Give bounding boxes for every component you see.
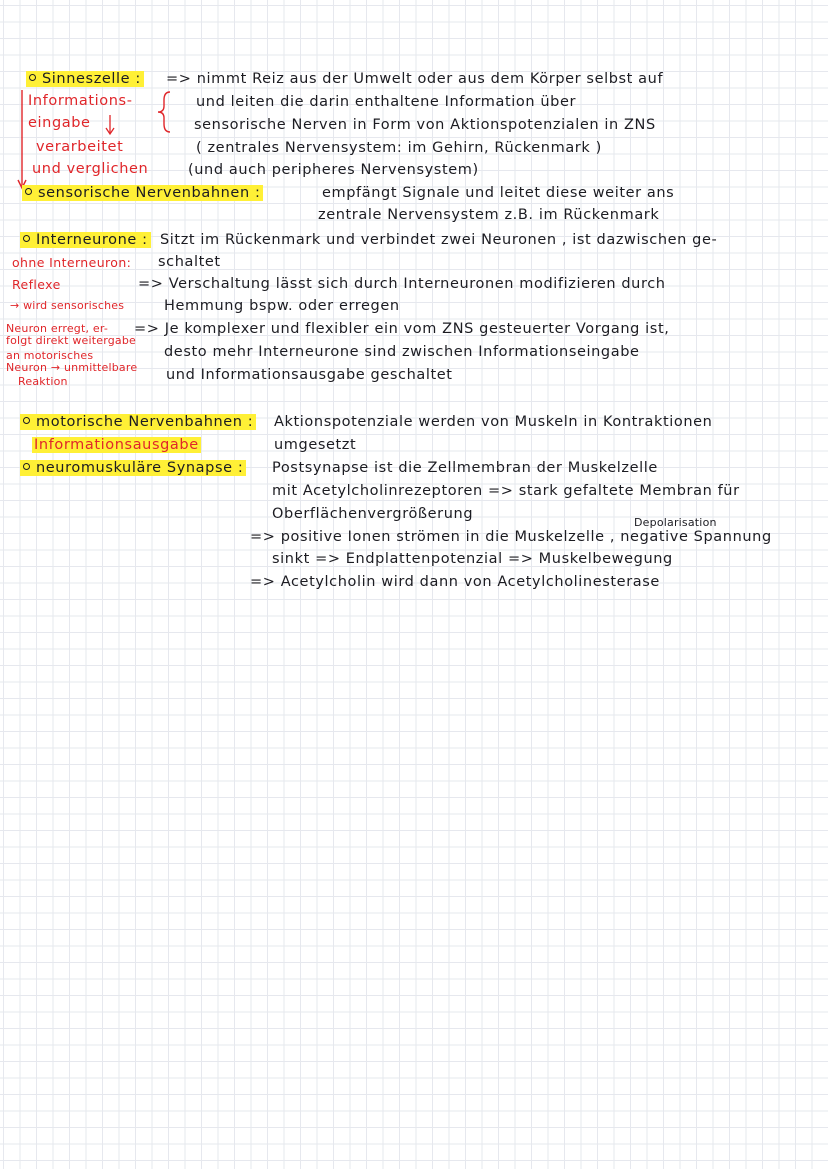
interneurone-arrow-2: Hemmung bspw. oder erregen (164, 298, 400, 314)
sensorische-line-2: zentrale Nervensystem z.B. im Rückenmark (318, 207, 660, 223)
sinneszelle-line-1: => nimmt Reiz aus der Umwelt oder aus dem Körper selbst auf (166, 71, 664, 87)
interneurone-arrow-4: desto mehr Interneurone sind zwischen Informationseingabe (164, 344, 640, 360)
interneurone-arrow-1: => Verschaltung lässt sich durch Interneuronen modifizieren durch (138, 276, 666, 292)
synapse-line-1: Postsynapse ist die Zellmembran der Muskelzelle (272, 460, 658, 476)
reaction-note-2: Neuron erregt, er- (6, 322, 109, 335)
ohne-interneuron-note: ohne Interneuron: (12, 255, 132, 270)
motorische-line-1: Aktionspotenziale werden von Muskeln in Kontraktionen (274, 414, 713, 430)
depolarisation-note: Depolarisation (634, 516, 717, 529)
motorische-line-2: umgesetzt (274, 437, 357, 453)
sinneszelle-line-5: (und auch peripheres Nervensystem) (188, 162, 479, 178)
informationsausgabe-note: Informationsausgabe (34, 437, 199, 453)
synapse-line-6: => Acetylcholin wird dann von Acetylcholinesterase (250, 574, 660, 590)
synapse-line-4: => positive Ionen strömen in die Muskelzelle , negative Spannung (250, 529, 772, 545)
synapse-line-3: Oberflächenvergrößerung (272, 506, 474, 522)
interneurone-heading: Interneurone : (20, 233, 151, 248)
side-note-eingabe: eingabe (28, 115, 91, 131)
synapse-heading: neuromuskuläre Synapse : (20, 461, 246, 476)
side-note-verarbeitet: verarbeitet (36, 139, 124, 155)
reaction-note-4: an motorisches (6, 349, 94, 362)
side-note-verglichen: und verglichen (32, 161, 149, 177)
sinneszelle-heading: Sinneszelle : (26, 72, 144, 87)
reaction-note-1: → wird sensorisches (10, 299, 125, 312)
synapse-line-5: sinkt => Endplattenpotenzial => Muskelbewegung (272, 551, 673, 567)
interneurone-arrow-3: => Je komplexer und flexibler ein vom ZNS gesteuerter Vorgang ist, (134, 321, 670, 337)
interneurone-line-2: schaltet (158, 254, 221, 270)
sinneszelle-line-3: sensorische Nerven in Form von Aktionspotenzialen in ZNS (194, 117, 656, 133)
reaction-note-6: Reaktion (18, 375, 68, 388)
sensorische-heading: sensorische Nervenbahnen : (22, 186, 263, 201)
interneurone-arrow-5: und Informationsausgabe geschaltet (166, 367, 453, 383)
motorische-heading: motorische Nervenbahnen : (20, 415, 256, 430)
side-note-informations: Informations- (28, 93, 133, 109)
red-curly-brace (158, 92, 170, 132)
sinneszelle-line-2: und leiten die darin enthaltene Information über (196, 94, 577, 110)
sinneszelle-line-4: ( zentrales Nervensystem: im Gehirn, Rückenmark ) (196, 140, 602, 156)
interneurone-line-1: Sitzt im Rückenmark und verbindet zwei Neuronen , ist dazwischen ge- (160, 232, 718, 248)
synapse-line-2: mit Acetylcholinrezeptoren => stark gefaltete Membran für (272, 483, 740, 499)
reflexe-note: Reflexe (12, 277, 61, 292)
reaction-note-5: Neuron → unmittelbare (6, 361, 138, 374)
reaction-note-3: folgt direkt weitergabe (6, 334, 137, 347)
sensorische-line-1: empfängt Signale und leitet diese weiter ans (322, 185, 675, 201)
